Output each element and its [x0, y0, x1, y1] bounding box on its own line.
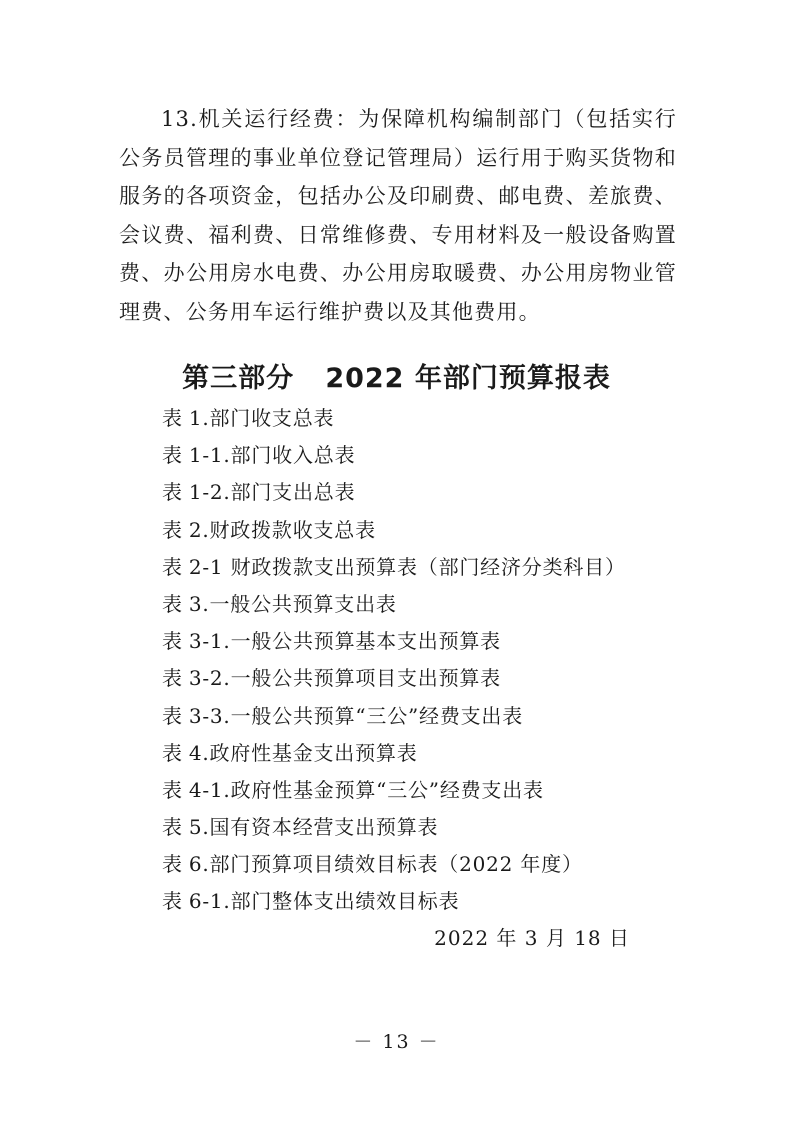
list-item-prefix: 表 — [162, 852, 183, 877]
list-item-title: 6-1.部门整体支出绩效目标表 — [188, 889, 460, 914]
list-item — [162, 735, 626, 772]
list-item-prefix: 表 — [162, 406, 183, 430]
list-item-title: 3-1.一般公共预算基本支出预算表 — [188, 629, 501, 654]
section-heading: 第三部分 2022 年部门预算报表 — [182, 363, 611, 394]
body-paragraph: 13.机关运行经费：为保障机构编制部门（包括实行公务员管理的事业单位登记管理局）运行用于购买货物和服务的各项资金，包括办公及印刷费、邮电费、差旅费、会议费、福利费、日常维修费、专用材料及一般设备购置费、办公用房水电费、办公用房取暖费、办公用房物业管理费、公务用车运行维护费以及其他费用。 — [119, 107, 677, 324]
list-item-prefix: 表 — [162, 591, 183, 616]
list-item-title: 3.一般公共预算支出表 — [188, 591, 397, 616]
table-list — [162, 400, 626, 921]
list-item-title: 2.财政拨款收支总表 — [188, 517, 376, 542]
list-item-prefix: 表 — [162, 703, 183, 728]
list-item — [162, 400, 626, 437]
list-item — [162, 846, 626, 883]
list-item-title: 4.政府性基金支出预算表 — [188, 740, 418, 765]
list-item-prefix: 表 — [162, 666, 183, 691]
list-item — [162, 623, 626, 660]
list-item-title: 3-2.一般公共预算项目支出预算表 — [188, 666, 501, 691]
list-item-title: 5.国有资本经营支出预算表 — [188, 815, 439, 840]
list-item — [162, 698, 626, 735]
list-item-title: 3-3.一般公共预算“三公”经费支出表 — [188, 703, 524, 728]
list-item-prefix: 表 — [162, 815, 183, 840]
list-item-title: 1-2.部门支出总表 — [188, 480, 356, 505]
list-item — [162, 883, 626, 920]
list-item — [162, 586, 626, 623]
list-item — [162, 772, 626, 809]
list-item — [162, 512, 626, 549]
list-item — [162, 474, 626, 511]
list-item-title: 4-1.政府性基金预算“三公”经费支出表 — [188, 777, 544, 802]
list-item-title: 1-1.部门收入总表 — [188, 443, 356, 468]
list-item — [162, 437, 626, 474]
list-item-prefix: 表 — [162, 740, 183, 765]
list-item-prefix: 表 — [162, 443, 183, 468]
list-item — [162, 549, 626, 586]
list-item-prefix: 表 — [162, 629, 183, 654]
list-item-prefix: 表 — [162, 554, 183, 579]
document-date: 2022 年 3 月 18 日 — [434, 926, 630, 950]
list-item-prefix: 表 — [162, 889, 183, 914]
list-item-title: 6.部门预算项目绩效目标表（2022 年度） — [188, 852, 583, 877]
list-item-prefix: 表 — [162, 777, 183, 802]
page-number: － 13 － — [353, 1031, 440, 1053]
list-item — [162, 660, 626, 697]
list-item-title: 2-1 财政拨款支出预算表（部门经济分类科目） — [188, 554, 626, 579]
list-item-prefix: 表 — [162, 517, 183, 542]
list-item-prefix: 表 — [162, 480, 183, 505]
list-item-title: 1.部门收支总表 — [188, 406, 335, 430]
list-item — [162, 809, 626, 846]
